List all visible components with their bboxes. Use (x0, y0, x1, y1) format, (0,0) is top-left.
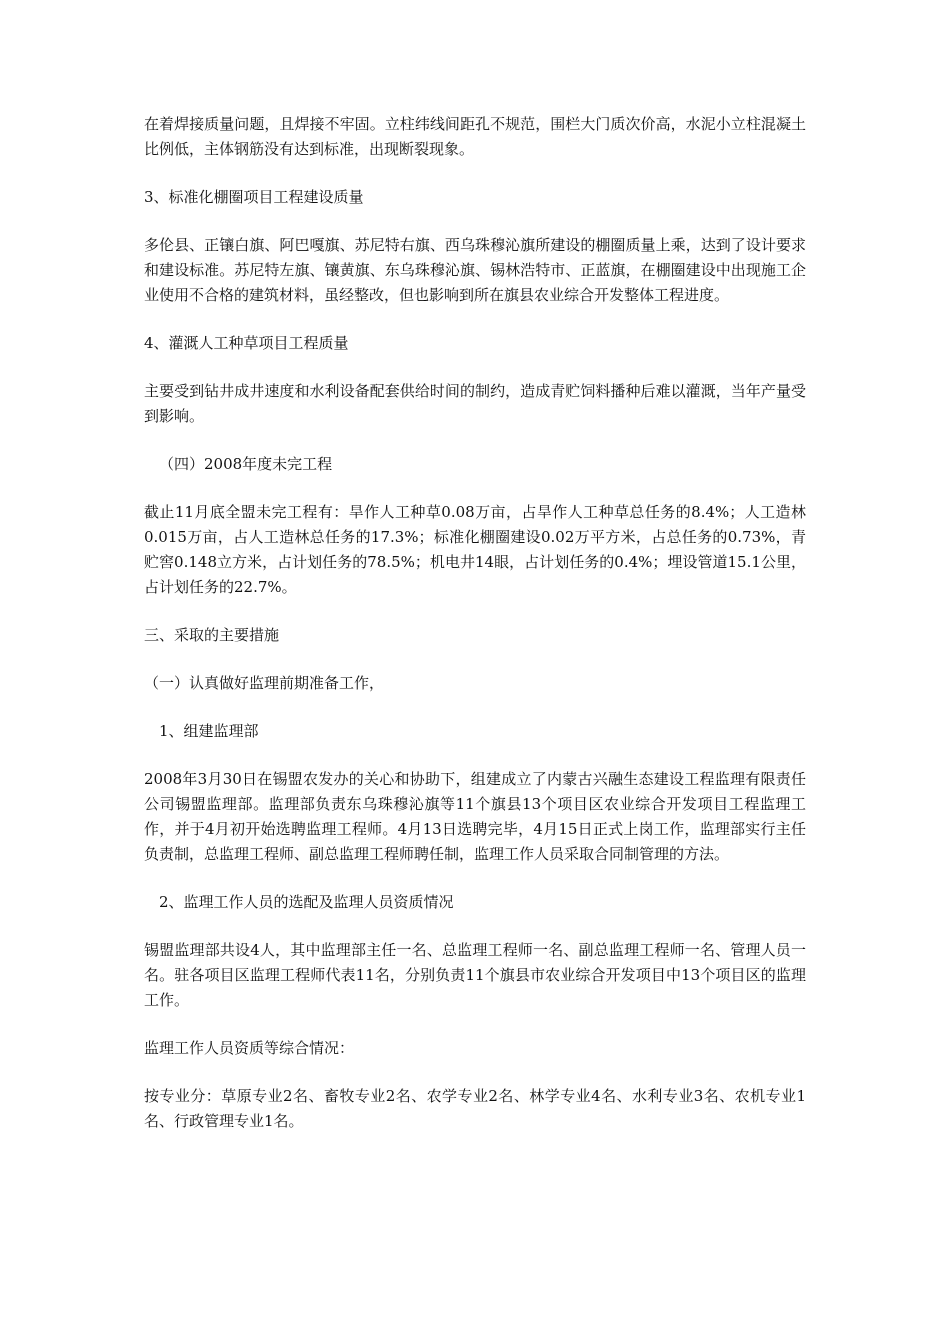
paragraph-by-specialty: 按专业分：草原专业2名、畜牧专业2名、农学专业2名、林学专业4名、水利专业3名、农机专业1名、行政管理专业1名。 (144, 1087, 806, 1130)
heading-staff-selection: 2、监理工作人员的选配及监理人员资质情况 (159, 893, 454, 911)
paragraph-welding-quality: 在着焊接质量问题，且焊接不牢固。立柱纬线间距孔不规范，围栏大门质次价高，水泥小立柱混凝土比例低，主体钢筋没有达到标准，出现断裂现象。 (144, 115, 806, 158)
heading-preparation: （一）认真做好监理前期准备工作， (144, 674, 385, 692)
paragraph-unfinished-projects: 截止11月底全盟未完工程有：旱作人工种草0.08万亩，占旱作人工种草总任务的8.4%；人工造林0.015万亩，占人工造林总任务的17.3%；标准化棚圈建设0.02万平方米，占总任务的0.73%，青贮窖0.148立方米，占计划任务的78.5%；机电井14眼，占计划任务的0.4%；埋设管道15.1公里，占计划任务的22.7%。 (144, 503, 806, 596)
heading-establish-department: 1、组建监理部 (159, 722, 259, 740)
document-body (144, 112, 806, 1157)
heading-main-measures: 三、采取的主要措施 (144, 626, 280, 644)
paragraph-shed-quality: 多伦县、正镶白旗、阿巴嘎旗、苏尼特右旗、西乌珠穆沁旗所建设的棚圈质量上乘，达到了设计要求和建设标准。苏尼特左旗、镶黄旗、东乌珠穆沁旗、锡林浩特市、正蓝旗，在棚圈建设中出现施工企业使用不合格的建筑材料，虽经整改，但也影响到所在旗县农业综合开发整体工程进度。 (144, 236, 806, 304)
heading-irrigation-quality: 4、灌溉人工种草项目工程质量 (144, 334, 349, 352)
paragraph-irrigation-quality: 主要受到钻井成井速度和水利设备配套供给时间的制约，造成青贮饲料播种后难以灌溉，当年产量受到影响。 (144, 382, 806, 425)
heading-unfinished-projects: （四）2008年度未完工程 (159, 455, 333, 473)
paragraph-establish-department: 2008年3月30日在锡盟农发办的关心和协助下，组建成立了内蒙古兴融生态建设工程监理有限责任公司锡盟监理部。监理部负责东乌珠穆沁旗等11个旗县13个项目区农业综合开发项目工程监理工作，并于4月初开始选聘监理工程师。4月13日选聘完毕，4月15日正式上岗工作，监理部实行主任负责制，总监理工程师、副总监理工程师聘任制，监理工作人员采取合同制管理的方法。 (144, 770, 806, 863)
heading-shed-quality: 3、标准化棚圈项目工程建设质量 (144, 188, 364, 206)
paragraph-staff-selection: 锡盟监理部共设4人，其中监理部主任一名、总监理工程师一名、副总监理工程师一名、管理人员一名。驻各项目区监理工程师代表11名，分别负责11个旗县市农业综合开发项目中13个项目区的监理工作。 (144, 941, 806, 1009)
paragraph-qualification-intro: 监理工作人员资质等综合情况： (144, 1039, 355, 1057)
